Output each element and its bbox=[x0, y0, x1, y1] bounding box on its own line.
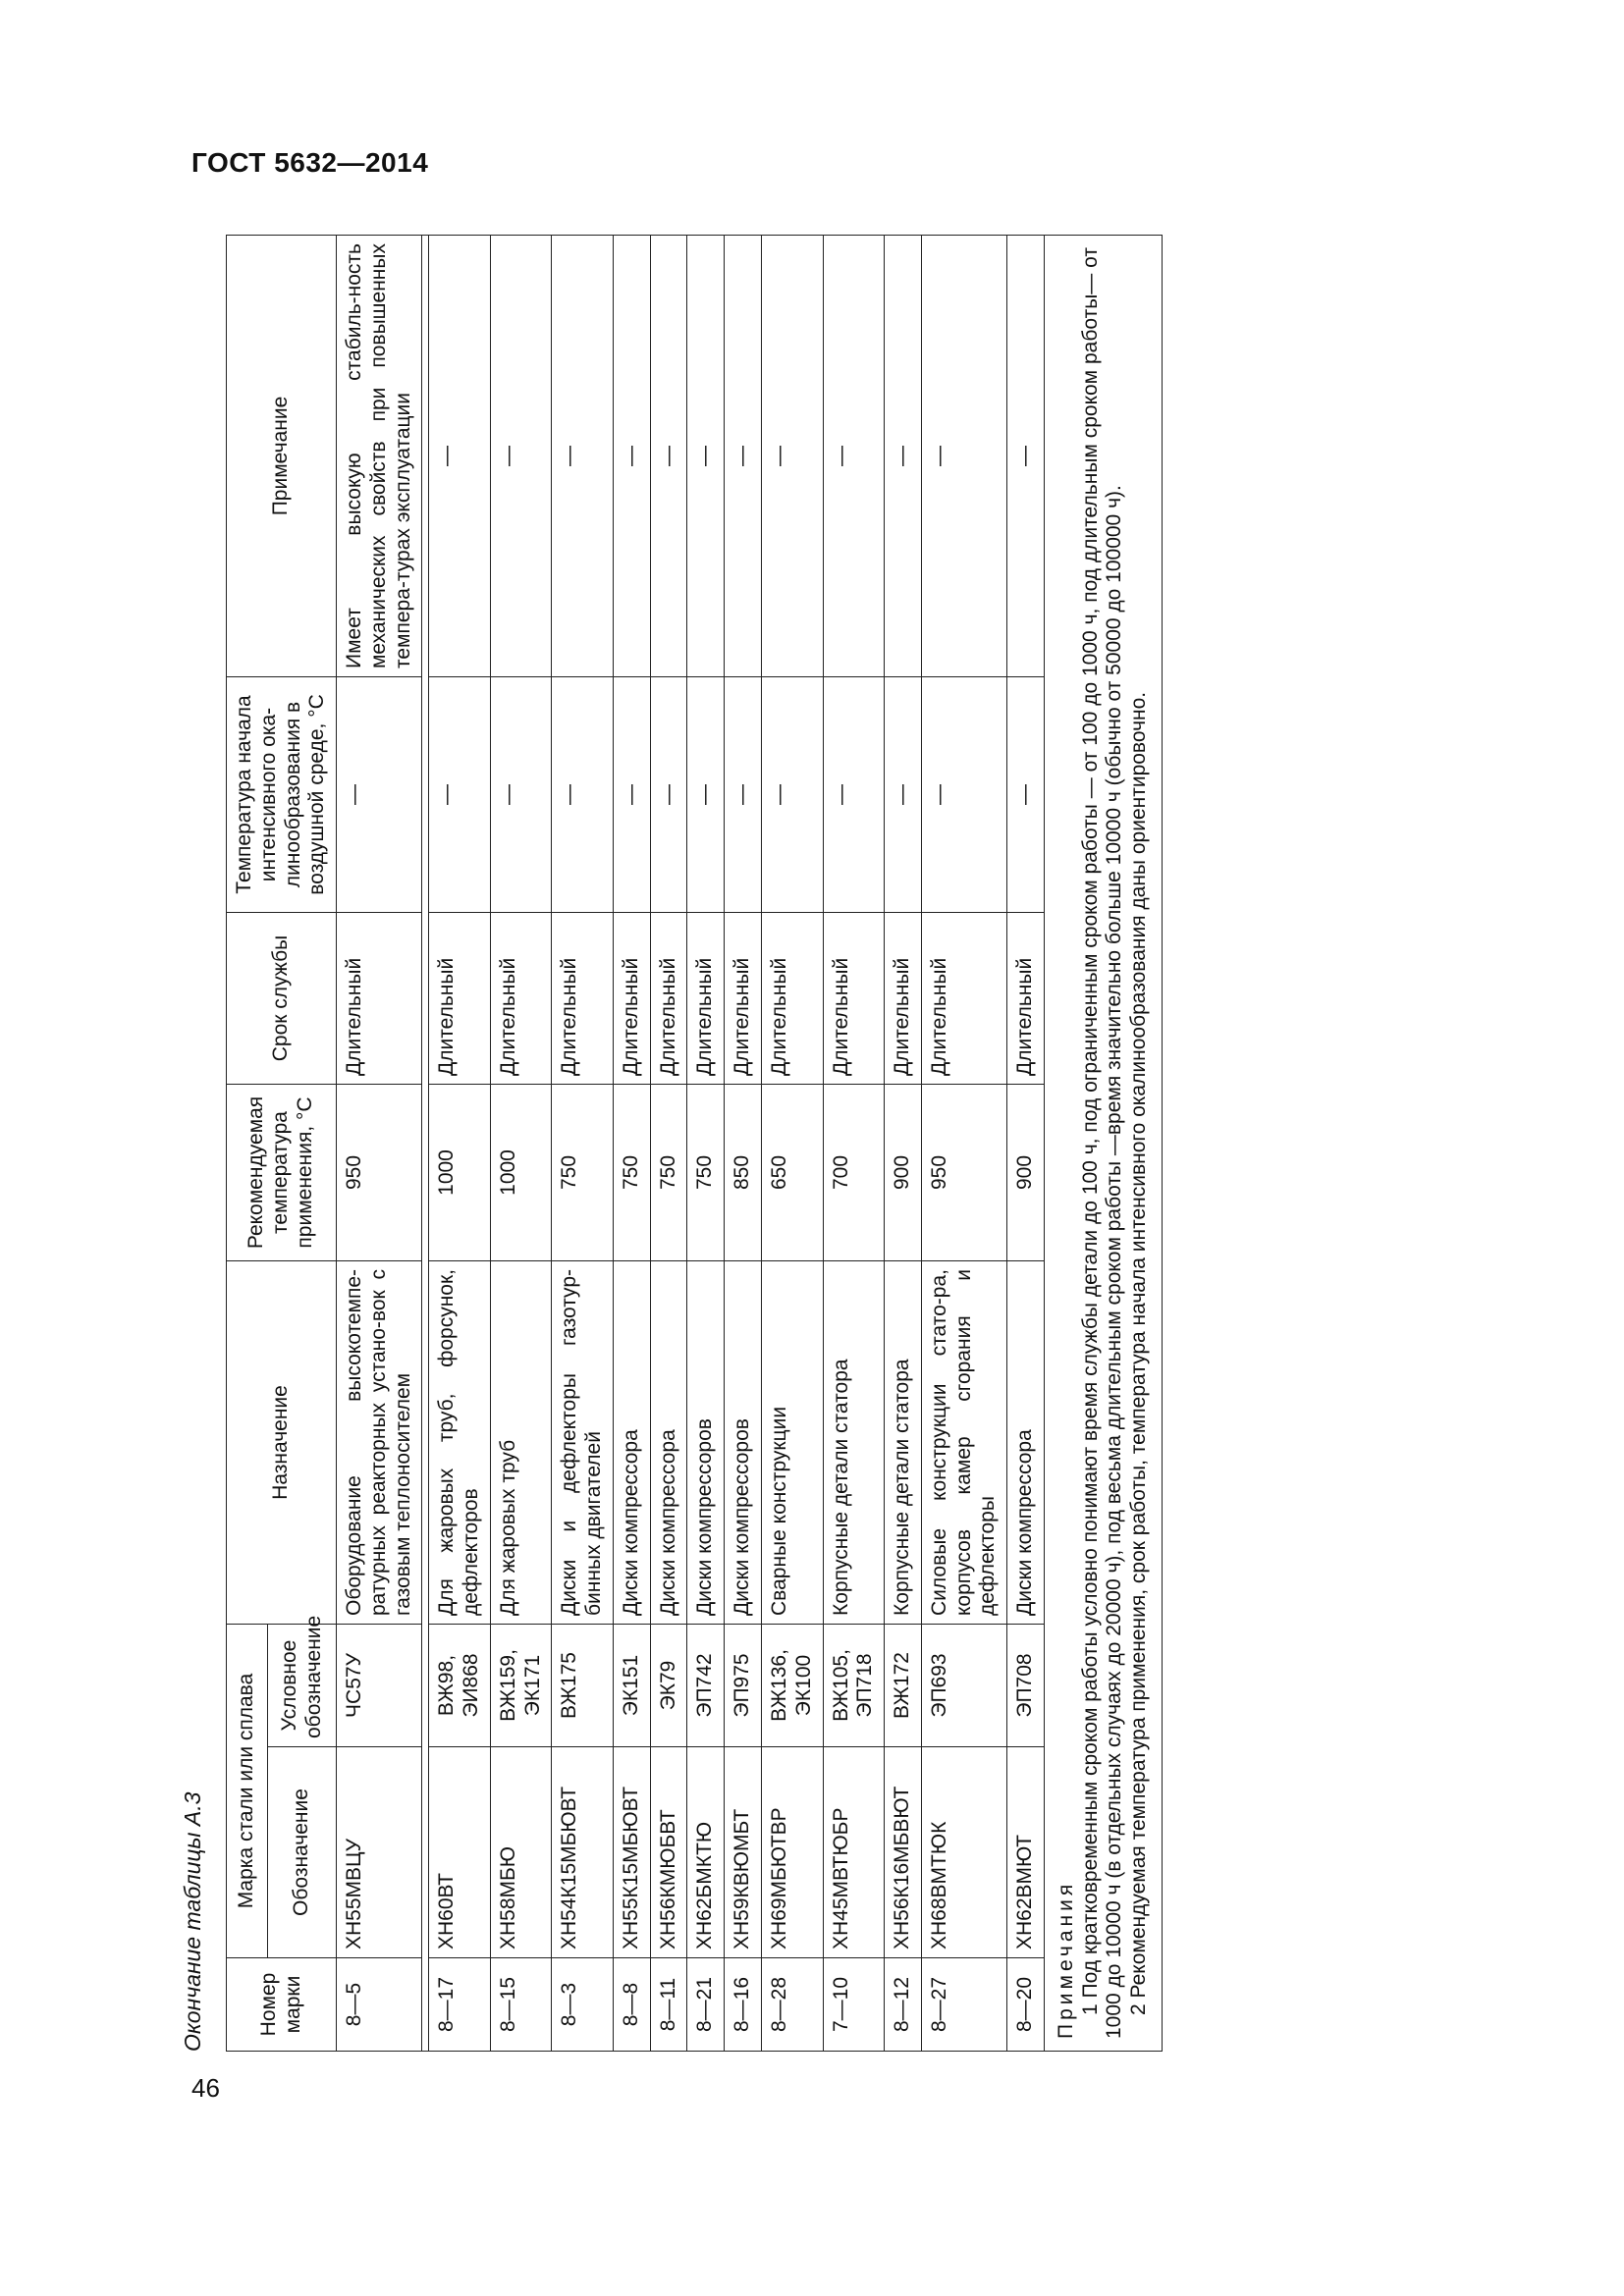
alloy-table bbox=[226, 235, 1163, 2052]
cell-nomer: 8—27 bbox=[921, 1958, 1006, 2052]
cell-primechanie: — bbox=[650, 236, 687, 677]
cell-temp: 1000 bbox=[429, 1085, 491, 1261]
row-separator bbox=[422, 236, 429, 2052]
cell-temp: 950 bbox=[337, 1085, 422, 1261]
cell-oboznachenie: ХН58МБЮ bbox=[490, 1747, 552, 1958]
cell-primechanie: — bbox=[885, 236, 922, 677]
cell-primechanie: — bbox=[823, 236, 885, 677]
cell-oboznachenie: ХН68ВМТЮК bbox=[921, 1747, 1006, 1958]
cell-primechanie: — bbox=[687, 236, 725, 677]
cell-srok: Длительный bbox=[552, 913, 614, 1085]
cell-temp: 750 bbox=[552, 1085, 614, 1261]
note-1: 1 Под кратковременным сроком работы условно понимают время службы детали до 100 ч, под ограниченным сроком работы — от 100 до 1000 ч, под длительным сроком работы— от 1000 до 10000 ч (в отдельных случаях до 20000 ч), под весьма длительным сроком работы —время значительно больше 10000 ч (обычно от 50000 до 100000 ч). bbox=[1078, 247, 1126, 2039]
cell-srok: Длительный bbox=[650, 913, 687, 1085]
rotated-table-block bbox=[172, 236, 1507, 2052]
cell-oboznachenie: ХН62ВМЮТ bbox=[1007, 1747, 1045, 1958]
table-row bbox=[552, 236, 614, 2052]
cell-okal: — bbox=[490, 677, 552, 913]
cell-srok: Длительный bbox=[490, 913, 552, 1085]
cell-primechanie: — bbox=[490, 236, 552, 677]
cell-okal: — bbox=[552, 677, 614, 913]
header-oboznachenie: Обозначение bbox=[268, 1747, 337, 1958]
cell-srok: Длительный bbox=[613, 913, 650, 1085]
cell-srok: Длительный bbox=[921, 913, 1006, 1085]
cell-nomer: 8—11 bbox=[650, 1958, 687, 2052]
cell-oboznachenie: ХН56К16МБВЮТ bbox=[885, 1747, 922, 1958]
cell-nomer: 8—21 bbox=[687, 1958, 725, 2052]
cell-srok: Длительный bbox=[725, 913, 762, 1085]
cell-primechanie: — bbox=[613, 236, 650, 677]
header-temp-okal: Температура начала интенсивного ока-линообразования в воздушной среде, °C bbox=[227, 677, 337, 913]
table-row bbox=[823, 236, 885, 2052]
cell-uslovnoe: ВЖ172 bbox=[885, 1625, 922, 1747]
header-temp-rec: Рекомендуемая температура применения, °C bbox=[227, 1085, 337, 1261]
cell-naznachenie: Диски компрессора bbox=[1007, 1261, 1045, 1625]
cell-oboznachenie: ХН60ВТ bbox=[429, 1747, 491, 1958]
cell-temp: 750 bbox=[687, 1085, 725, 1261]
cell-primechanie: Имеет высокую стабиль-ность механических свойств при повышенных темпера-турах эксплуатации bbox=[337, 236, 422, 677]
cell-okal: — bbox=[613, 677, 650, 913]
document-header: ГОСТ 5632—2014 bbox=[191, 147, 429, 178]
cell-temp: 900 bbox=[885, 1085, 922, 1261]
cell-temp: 650 bbox=[762, 1085, 824, 1261]
cell-naznachenie: Корпусные детали статора bbox=[823, 1261, 885, 1625]
cell-uslovnoe: ЧС57У bbox=[337, 1625, 422, 1747]
cell-okal: — bbox=[921, 677, 1006, 913]
cell-oboznachenie: ХН56КМЮБВТ bbox=[650, 1747, 687, 1958]
table-row bbox=[687, 236, 725, 2052]
table-row bbox=[1007, 236, 1045, 2052]
cell-nomer: 8—5 bbox=[337, 1958, 422, 2052]
cell-naznachenie: Диски и дефлекторы газотур-бинных двигателей bbox=[552, 1261, 614, 1625]
header-naznachenie: Назначение bbox=[227, 1261, 337, 1625]
cell-naznachenie: Оборудование высокотемпе-ратурных реакторных устано-вок с газовым теплоносителем bbox=[337, 1261, 422, 1625]
cell-okal: — bbox=[337, 677, 422, 913]
cell-nomer: 8—15 bbox=[490, 1958, 552, 2052]
cell-uslovnoe: ВЖ105, ЭП718 bbox=[823, 1625, 885, 1747]
cell-okal: — bbox=[687, 677, 725, 913]
cell-uslovnoe: ЭП742 bbox=[687, 1625, 725, 1747]
cell-oboznachenie: ХН62БМКТЮ bbox=[687, 1747, 725, 1958]
cell-naznachenie: Диски компрессоров bbox=[725, 1261, 762, 1625]
cell-nomer: 8—17 bbox=[429, 1958, 491, 2052]
cell-nomer: 8—20 bbox=[1007, 1958, 1045, 2052]
cell-uslovnoe: ВЖ98, ЭИ868 bbox=[429, 1625, 491, 1747]
cell-temp: 900 bbox=[1007, 1085, 1045, 1261]
cell-okal: — bbox=[725, 677, 762, 913]
notes-title: Примечания bbox=[1054, 1880, 1077, 2039]
header-primechanie: Примечание bbox=[227, 236, 337, 677]
table-row bbox=[337, 236, 422, 2052]
cell-naznachenie: Корпусные детали статора bbox=[885, 1261, 922, 1625]
cell-okal: — bbox=[1007, 677, 1045, 913]
cell-srok: Длительный bbox=[337, 913, 422, 1085]
cell-uslovnoe: ЭК151 bbox=[613, 1625, 650, 1747]
header-srok: Срок службы bbox=[227, 913, 337, 1085]
table-body bbox=[337, 236, 1045, 2052]
table-row bbox=[429, 236, 491, 2052]
header-nomer: Номер марки bbox=[227, 1958, 337, 2052]
cell-temp: 750 bbox=[613, 1085, 650, 1261]
cell-naznachenie: Для жаровых труб bbox=[490, 1261, 552, 1625]
separator-cell bbox=[422, 236, 429, 2052]
cell-srok: Длительный bbox=[429, 913, 491, 1085]
cell-oboznachenie: ХН45МВТЮБР bbox=[823, 1747, 885, 1958]
cell-temp: 950 bbox=[921, 1085, 1006, 1261]
cell-oboznachenie: ХН59КВЮМБТ bbox=[725, 1747, 762, 1958]
cell-nomer: 8—8 bbox=[613, 1958, 650, 2052]
cell-nomer: 7—10 bbox=[823, 1958, 885, 2052]
note-2: 2 Рекомендуемая температура применения, срок работы, температура начала интенсивного окалинообразования даны ориентировочно. bbox=[1127, 691, 1151, 2015]
cell-primechanie: — bbox=[552, 236, 614, 677]
cell-primechanie: — bbox=[725, 236, 762, 677]
cell-srok: Длительный bbox=[885, 913, 922, 1085]
cell-uslovnoe: ВЖ159, ЭК171 bbox=[490, 1625, 552, 1747]
cell-primechanie: — bbox=[921, 236, 1006, 677]
cell-uslovnoe: ЭП975 bbox=[725, 1625, 762, 1747]
table-notes bbox=[1044, 236, 1162, 2052]
cell-temp: 700 bbox=[823, 1085, 885, 1261]
cell-primechanie: — bbox=[429, 236, 491, 677]
cell-primechanie: — bbox=[1007, 236, 1045, 677]
cell-okal: — bbox=[762, 677, 824, 913]
cell-nomer: 8—16 bbox=[725, 1958, 762, 2052]
table-row bbox=[725, 236, 762, 2052]
page-number: 46 bbox=[191, 2073, 220, 2103]
cell-srok: Длительный bbox=[687, 913, 725, 1085]
cell-temp: 750 bbox=[650, 1085, 687, 1261]
cell-nomer: 8—3 bbox=[552, 1958, 614, 2052]
cell-uslovnoe: ЭП708 bbox=[1007, 1625, 1045, 1747]
header-uslovnoe: Условное обозначение bbox=[268, 1625, 337, 1747]
cell-naznachenie: Диски компрессора bbox=[613, 1261, 650, 1625]
cell-uslovnoe: ЭК79 bbox=[650, 1625, 687, 1747]
cell-naznachenie: Силовые конструкции стато-ра, корпусов камер сгорания и дефлекторы bbox=[921, 1261, 1006, 1625]
cell-uslovnoe: ВЖ136, ЭК100 bbox=[762, 1625, 824, 1747]
cell-nomer: 8—12 bbox=[885, 1958, 922, 2052]
table-row bbox=[650, 236, 687, 2052]
cell-okal: — bbox=[823, 677, 885, 913]
cell-naznachenie: Диски компрессоров bbox=[687, 1261, 725, 1625]
cell-oboznachenie: ХН69МБЮТВР bbox=[762, 1747, 824, 1958]
table-row bbox=[613, 236, 650, 2052]
table-caption: Окончание таблицы А.3 bbox=[180, 1791, 205, 2052]
cell-nomer: 8—28 bbox=[762, 1958, 824, 2052]
table-row bbox=[921, 236, 1006, 2052]
cell-oboznachenie: ХН55МВЦУ bbox=[337, 1747, 422, 1958]
table-row bbox=[490, 236, 552, 2052]
cell-oboznachenie: ХН55К15МБЮВТ bbox=[613, 1747, 650, 1958]
table-row bbox=[885, 236, 922, 2052]
cell-temp: 1000 bbox=[490, 1085, 552, 1261]
cell-naznachenie: Сварные конструкции bbox=[762, 1261, 824, 1625]
cell-primechanie: — bbox=[762, 236, 824, 677]
table-row bbox=[762, 236, 824, 2052]
cell-okal: — bbox=[885, 677, 922, 913]
cell-okal: — bbox=[650, 677, 687, 913]
cell-oboznachenie: ХН54К15МБЮВТ bbox=[552, 1747, 614, 1958]
cell-srok: Длительный bbox=[823, 913, 885, 1085]
cell-uslovnoe: ЭП693 bbox=[921, 1625, 1006, 1747]
cell-naznachenie: Для жаровых труб, форсунок, дефлекторов bbox=[429, 1261, 491, 1625]
cell-srok: Длительный bbox=[762, 913, 824, 1085]
cell-temp: 850 bbox=[725, 1085, 762, 1261]
cell-uslovnoe: ВЖ175 bbox=[552, 1625, 614, 1747]
header-marka-group: Марка стали или сплава bbox=[227, 1625, 268, 1958]
cell-srok: Длительный bbox=[1007, 913, 1045, 1085]
cell-naznachenie: Диски компрессора bbox=[650, 1261, 687, 1625]
cell-okal: — bbox=[429, 677, 491, 913]
